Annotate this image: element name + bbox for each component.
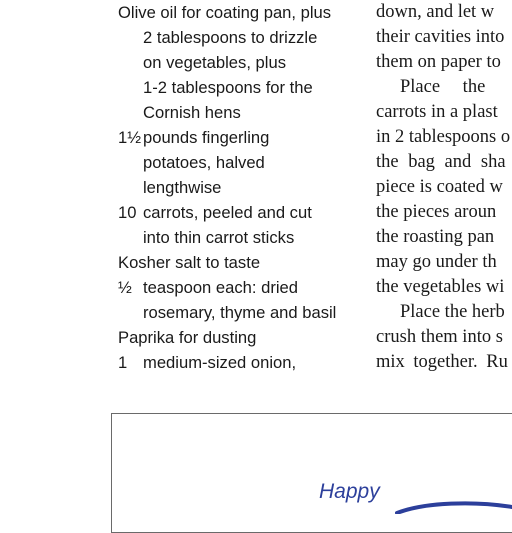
ingredient-quantity: 1	[118, 353, 128, 372]
ingredient-line: Kosher salt to taste	[118, 253, 261, 272]
instruction-line: carrots in a plast	[376, 102, 498, 122]
instruction-line: mix together. Ru	[376, 352, 508, 372]
ingredient-list	[118, 0, 368, 375]
ingredient-line: carrots, peeled and cut	[143, 203, 312, 222]
ingredient-item	[118, 250, 368, 275]
ingredient-item	[118, 350, 368, 375]
ingredient-item	[118, 325, 368, 350]
ingredient-line: into thin carrot sticks	[143, 228, 295, 247]
instruction-line: down, and let w	[376, 2, 495, 22]
instruction-line: crush them into s	[376, 327, 503, 347]
ingredient-quantity: 10	[118, 203, 137, 222]
ingredient-item	[118, 0, 368, 125]
ingredient-item	[118, 200, 368, 250]
ingredient-line: lengthwise	[143, 178, 222, 197]
ingredient-line: rosemary, thyme and basil	[143, 303, 337, 322]
ingredient-line: pounds fingerling	[143, 128, 270, 147]
instruction-line: their cavities into	[376, 27, 505, 47]
instruction-line: Place the	[400, 77, 486, 97]
ingredient-line: teaspoon each: dried	[143, 278, 298, 297]
ingredient-item	[118, 275, 368, 325]
ingredient-line: Cornish hens	[143, 103, 241, 122]
instruction-line: Place the herb	[400, 302, 505, 322]
ingredient-line: on vegetables, plus	[143, 53, 286, 72]
instruction-line: in 2 tablespoons o	[376, 127, 511, 147]
instruction-line: piece is coated w	[376, 177, 503, 197]
ingredient-quantity: ½	[118, 278, 132, 297]
instruction-line: the pieces aroun	[376, 202, 497, 222]
instruction-line: the roasting pan	[376, 227, 495, 247]
instruction-line: the bag and sha	[376, 152, 506, 172]
instructions-column	[376, 0, 512, 375]
ingredient-line: potatoes, halved	[143, 153, 265, 172]
ingredient-quantity: 1½	[118, 128, 142, 147]
instruction-line: the vegetables wi	[376, 277, 505, 297]
ingredient-line: 2 tablespoons to drizzle	[143, 28, 318, 47]
ingredient-line: Olive oil for coating pan, plus	[118, 3, 332, 22]
ingredient-line: 1-2 tablespoons for the	[143, 78, 313, 97]
greeting-card-panel	[111, 413, 512, 533]
ingredient-line: medium-sized onion,	[143, 353, 297, 372]
instruction-line: may go under th	[376, 252, 497, 272]
ingredient-item	[118, 125, 368, 200]
card-greeting-text: Happy	[319, 480, 380, 503]
ingredient-line: Paprika for dusting	[118, 328, 257, 347]
instruction-line: them on paper to	[376, 52, 501, 72]
